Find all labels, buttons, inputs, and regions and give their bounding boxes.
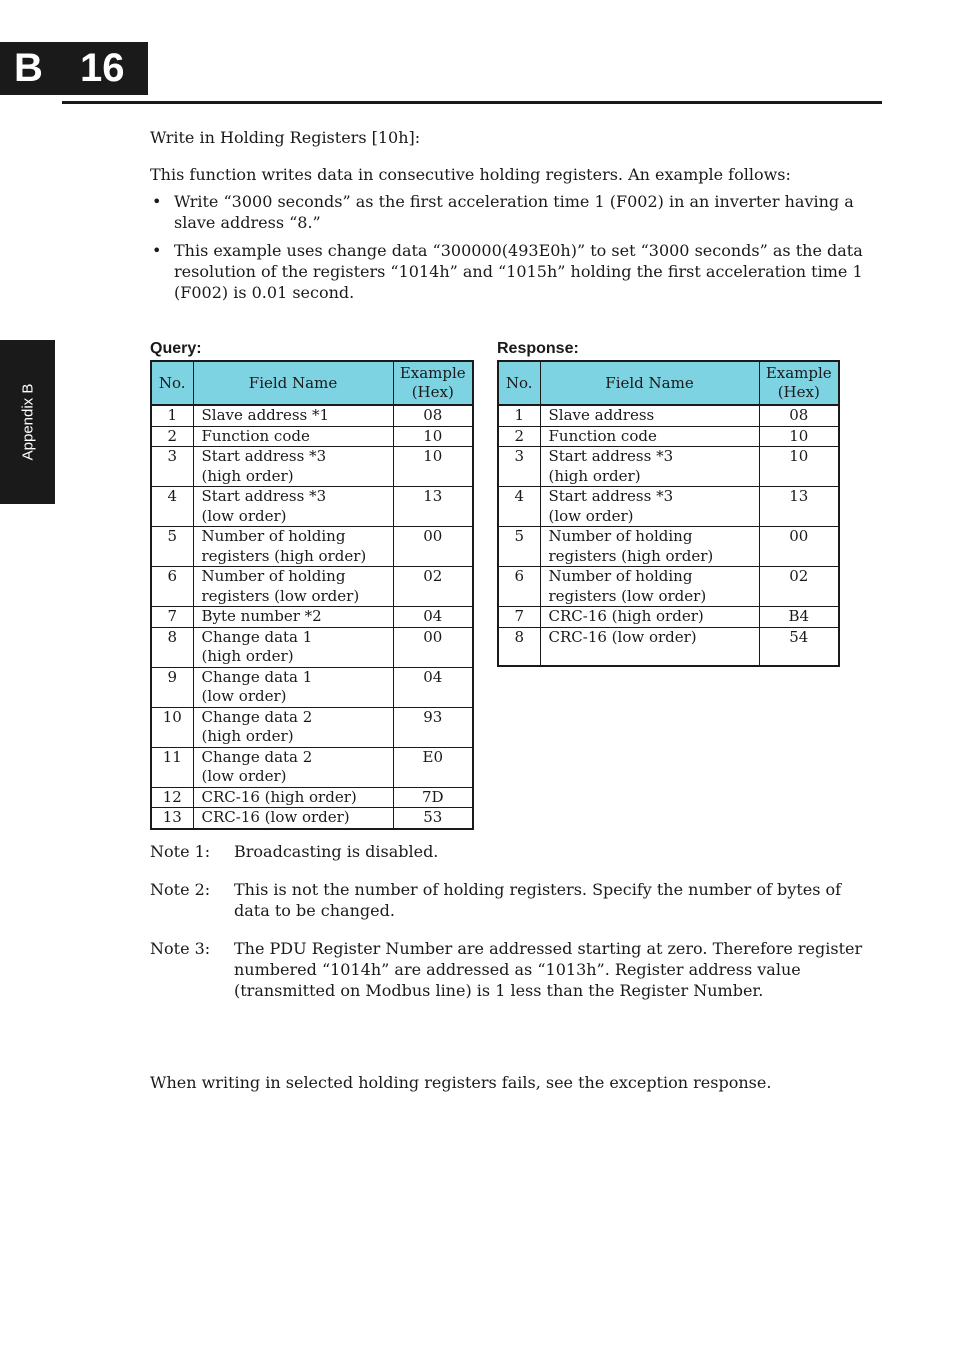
col-header-no: No. <box>151 361 193 405</box>
note-label: Note 2: <box>150 880 211 899</box>
cell-no: 8 <box>151 627 193 667</box>
col-header-example-hex: Example (Hex) <box>759 361 839 405</box>
cell-no: 5 <box>151 527 193 567</box>
note-text: Broadcasting is disabled. <box>234 842 439 861</box>
table-row <box>151 607 473 628</box>
cell-example-hex: 7D <box>393 787 473 808</box>
cell-field-name: Number of holding registers (high order) <box>193 527 393 567</box>
col-header-example-hex: Example (Hex) <box>393 361 473 405</box>
table-row <box>498 627 839 666</box>
cell-field-name: Change data 2 (high order) <box>193 707 393 747</box>
cell-field-name: Slave address <box>540 405 759 426</box>
table-row <box>498 426 839 447</box>
bullet-item: • Write “3000 seconds” as the first acceleration time 1 (F002) in an inverter having a slave address “8.” <box>150 191 875 233</box>
cell-field-name: Start address *3 (low order) <box>540 487 759 527</box>
col-header-field-name: Field Name <box>193 361 393 405</box>
page-number: 16 <box>80 46 125 90</box>
cell-example-hex: 08 <box>393 405 473 426</box>
cell-field-name: CRC-16 (high order) <box>193 787 393 808</box>
cell-field-name: Number of holding registers (low order) <box>193 567 393 607</box>
appendix-letter: B <box>14 46 43 90</box>
cell-no: 1 <box>498 405 540 426</box>
cell-example-hex: 53 <box>393 808 473 829</box>
cell-field-name: CRC-16 (low order) <box>540 627 759 666</box>
table-row <box>498 487 839 527</box>
cell-no: 7 <box>498 607 540 628</box>
cell-no: 3 <box>498 447 540 487</box>
table-row <box>151 707 473 747</box>
response-caption: Response: <box>497 340 579 357</box>
table-row <box>498 567 839 607</box>
table-row <box>151 747 473 787</box>
cell-no: 11 <box>151 747 193 787</box>
col-header-no: No. <box>498 361 540 405</box>
cell-example-hex: 04 <box>393 607 473 628</box>
cell-field-name: Function code <box>193 426 393 447</box>
notes <box>150 841 875 1018</box>
response-table <box>497 360 840 667</box>
cell-example-hex: 10 <box>759 447 839 487</box>
table-row <box>151 487 473 527</box>
cell-no: 7 <box>151 607 193 628</box>
note-2 <box>150 879 875 921</box>
cell-field-name: Start address *3 (high order) <box>540 447 759 487</box>
cell-no: 4 <box>151 487 193 527</box>
cell-example-hex: 10 <box>759 426 839 447</box>
note-text: This is not the number of holding registers. Specify the number of bytes of data to be changed. <box>234 880 842 920</box>
cell-no: 13 <box>151 808 193 829</box>
cell-no: 8 <box>498 627 540 666</box>
table-row <box>151 627 473 667</box>
cell-field-name: Number of holding registers (high order) <box>540 527 759 567</box>
cell-field-name: Number of holding registers (low order) <box>540 567 759 607</box>
table-row <box>151 447 473 487</box>
cell-field-name: Start address *3 (low order) <box>193 487 393 527</box>
section-title: Write in Holding Registers [10h]: <box>150 128 421 147</box>
table-row <box>151 667 473 707</box>
header-rule <box>62 101 882 104</box>
cell-field-name: Start address *3 (high order) <box>193 447 393 487</box>
note-1 <box>150 841 875 862</box>
cell-example-hex: 02 <box>393 567 473 607</box>
cell-no: 10 <box>151 707 193 747</box>
cell-example-hex: 10 <box>393 426 473 447</box>
cell-no: 1 <box>151 405 193 426</box>
note-label: Note 3: <box>150 939 211 958</box>
cell-field-name: Change data 2 (low order) <box>193 747 393 787</box>
cell-field-name: Change data 1 (high order) <box>193 627 393 667</box>
cell-no: 5 <box>498 527 540 567</box>
table-header-row <box>498 361 839 405</box>
cell-no: 3 <box>151 447 193 487</box>
cell-example-hex: 00 <box>393 527 473 567</box>
cell-field-name: Function code <box>540 426 759 447</box>
cell-example-hex: 13 <box>759 487 839 527</box>
cell-example-hex: E0 <box>393 747 473 787</box>
table-row <box>151 787 473 808</box>
cell-field-name: CRC-16 (high order) <box>540 607 759 628</box>
intro-text: This function writes data in consecutive holding registers. An example follows: <box>150 165 791 184</box>
section-body <box>150 127 875 310</box>
cell-no: 4 <box>498 487 540 527</box>
table-row <box>151 567 473 607</box>
cell-example-hex: 08 <box>759 405 839 426</box>
cell-example-hex: B4 <box>759 607 839 628</box>
closing-text: When writing in selected holding registers fails, see the exception response. <box>150 1073 772 1092</box>
side-tab <box>0 340 55 504</box>
query-block <box>150 339 474 830</box>
cell-no: 12 <box>151 787 193 808</box>
col-header-field-name: Field Name <box>540 361 759 405</box>
table-row <box>151 808 473 829</box>
table-row <box>498 527 839 567</box>
table-row <box>151 426 473 447</box>
bullet-item: • This example uses change data “300000(493E0h)” to set “3000 seconds” as the data resolution of the registers “1014h” and “1015h” holding the first acceleration time 1 (F002) is 0.01 second. <box>150 240 875 303</box>
response-block <box>497 339 840 667</box>
cell-field-name: Change data 1 (low order) <box>193 667 393 707</box>
note-label: Note 1: <box>150 842 211 861</box>
cell-example-hex: 10 <box>393 447 473 487</box>
cell-example-hex: 00 <box>393 627 473 667</box>
cell-no: 6 <box>498 567 540 607</box>
cell-no: 2 <box>498 426 540 447</box>
cell-example-hex: 00 <box>759 527 839 567</box>
note-3 <box>150 938 875 1001</box>
table-row <box>151 405 473 426</box>
table-row <box>498 607 839 628</box>
query-table <box>150 360 474 830</box>
cell-no: 2 <box>151 426 193 447</box>
cell-example-hex: 02 <box>759 567 839 607</box>
table-row <box>498 447 839 487</box>
cell-example-hex: 54 <box>759 627 839 666</box>
table-row <box>498 405 839 426</box>
side-tab-label: Appendix B <box>19 383 36 461</box>
cell-example-hex: 13 <box>393 487 473 527</box>
cell-field-name: Byte number *2 <box>193 607 393 628</box>
table-header-row <box>151 361 473 405</box>
cell-no: 6 <box>151 567 193 607</box>
query-caption: Query: <box>150 340 202 357</box>
table-row <box>151 527 473 567</box>
cell-example-hex: 93 <box>393 707 473 747</box>
bullet-list <box>150 191 875 303</box>
cell-example-hex: 04 <box>393 667 473 707</box>
note-text: The PDU Register Number are addressed starting at zero. Therefore register numbered “1014h” are addressed as “1013h”. Register address value (transmitted on Modbus line) is 1 less than the Register Number. <box>234 939 863 1000</box>
page-badge <box>0 42 148 95</box>
cell-no: 9 <box>151 667 193 707</box>
cell-field-name: CRC-16 (low order) <box>193 808 393 829</box>
cell-field-name: Slave address *1 <box>193 405 393 426</box>
